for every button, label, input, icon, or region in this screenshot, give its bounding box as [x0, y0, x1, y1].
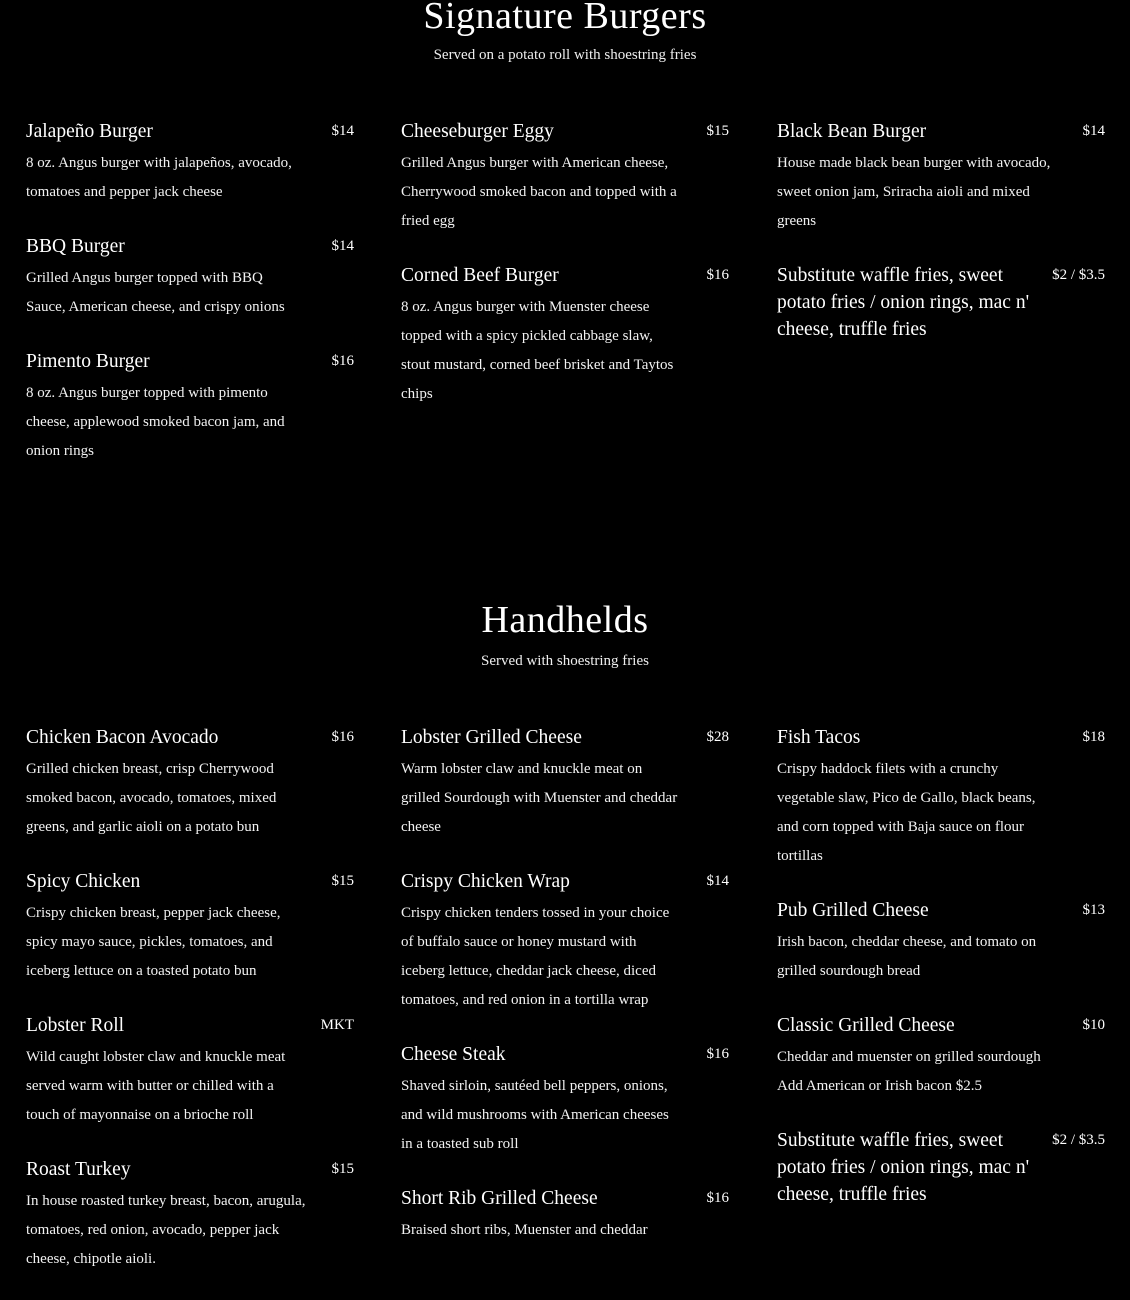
menu-item [26, 118, 354, 207]
menu-item [26, 348, 354, 466]
item-name: Classic Grilled Cheese [777, 1015, 955, 1036]
menu-column-3 [777, 724, 1105, 1234]
item-name: Black Bean Burger [777, 121, 927, 142]
item-addon: Add American or Irish bacon $2.5 [777, 1078, 982, 1094]
item-name: Jalapeño Burger [26, 121, 153, 142]
item-description: Irish bacon, cheddar cheese, and tomato on grilled sourdough bread [777, 934, 1037, 979]
menu-column-2 [401, 118, 729, 435]
item-description: Braised short ribs, Muenster and cheddar [401, 1222, 648, 1238]
item-name: Pimento Burger [26, 351, 150, 372]
item-price: $16 [706, 267, 729, 283]
item-name: Chicken Bacon Avocado [26, 727, 219, 748]
item-price: $2 / $3.5 [1052, 267, 1105, 283]
item-price: $14 [331, 238, 354, 254]
section-title: Handhelds [481, 599, 649, 641]
item-name: Lobster Grilled Cheese [401, 727, 582, 748]
menu-column-1 [26, 724, 354, 1300]
menu-column-2 [401, 724, 729, 1271]
menu-item [26, 724, 354, 842]
item-description: Grilled Angus burger topped with BBQ Sauce, American cheese, and crispy onions [26, 270, 285, 315]
item-name: Short Rib Grilled Cheese [401, 1188, 598, 1209]
menu-item [26, 233, 354, 322]
substitution-note [777, 1127, 1105, 1208]
item-description: Wild caught lobster claw and knuckle meat served warm with butter or chilled with a touch of mayonnaise on a brioche roll [26, 1049, 286, 1123]
substitution-note [777, 262, 1105, 343]
menu-item [401, 1041, 729, 1159]
menu-item [26, 1156, 354, 1274]
item-price: $15 [331, 873, 354, 889]
item-description: Crispy haddock filets with a crunchy vegetable slaw, Pico de Gallo, black beans, and corn topped with Baja sauce on flour tortillas [777, 761, 1036, 864]
item-name: BBQ Burger [26, 236, 125, 257]
item-price: $16 [706, 1046, 729, 1062]
item-price: $14 [1082, 123, 1105, 139]
menu-item [26, 1012, 354, 1130]
item-name: Pub Grilled Cheese [777, 900, 929, 921]
menu-item [26, 868, 354, 986]
menu-item [401, 262, 729, 409]
menu-item [401, 118, 729, 236]
item-price: $10 [1082, 1017, 1105, 1033]
item-description: 8 oz. Angus burger with jalapeños, avocado, tomatoes and pepper jack cheese [26, 155, 292, 200]
item-name: Crispy Chicken Wrap [401, 871, 570, 892]
item-description: Grilled chicken breast, crisp Cherrywood smoked bacon, avocado, tomatoes, mixed greens, and garlic aioli on a potato bun [26, 761, 277, 835]
item-price: $14 [331, 123, 354, 139]
item-description: Shaved sirloin, sautéed bell peppers, onions, and wild mushrooms with American cheeses in a toasted sub roll [401, 1078, 669, 1152]
menu-column-3 [777, 118, 1105, 369]
menu-item [777, 118, 1105, 236]
item-price: $16 [331, 353, 354, 369]
item-name: Roast Turkey [26, 1159, 131, 1180]
item-price: $16 [706, 1190, 729, 1206]
section-title: Signature Burgers [423, 0, 707, 37]
item-description: House made black bean burger with avocado, sweet onion jam, Sriracha aioli and mixed greens [777, 155, 1051, 229]
menu-item [401, 724, 729, 842]
item-price: $18 [1082, 729, 1105, 745]
item-name: Corned Beef Burger [401, 265, 559, 286]
section-subtitle: Served on a potato roll with shoestring fries [433, 47, 697, 63]
menu-item [401, 1185, 729, 1245]
item-name: Substitute waffle fries, sweet potato fries / onion rings, mac n' cheese, truffle fries [777, 1130, 1030, 1205]
item-name: Substitute waffle fries, sweet potato fries / onion rings, mac n' cheese, truffle fries [777, 265, 1030, 340]
item-name: Fish Tacos [777, 727, 861, 748]
menu-item [401, 868, 729, 1015]
item-name: Spicy Chicken [26, 871, 141, 892]
item-price: $14 [706, 873, 729, 889]
item-description: 8 oz. Angus burger with Muenster cheese topped with a spicy pickled cabbage slaw, stout mustard, corned beef brisket and Taytos chips [401, 299, 674, 402]
item-description: Grilled Angus burger with American cheese, Cherrywood smoked bacon and topped with a fried egg [401, 155, 677, 229]
item-name: Cheeseburger Eggy [401, 121, 554, 142]
item-description: Warm lobster claw and knuckle meat on grilled Sourdough with Muenster and cheddar cheese [401, 761, 678, 835]
item-description: Cheddar and muenster on grilled sourdough [777, 1049, 1041, 1065]
item-price: MKT [320, 1017, 354, 1033]
item-price: $16 [331, 729, 354, 745]
item-price: $13 [1082, 902, 1105, 918]
handhelds-section [0, 598, 1130, 1289]
item-name: Cheese Steak [401, 1044, 506, 1065]
item-description: Crispy chicken breast, pepper jack cheese, spicy mayo sauce, pickles, tomatoes, and iceberg lettuce on a toasted potato bun [26, 905, 281, 979]
menu-item [777, 724, 1105, 871]
item-description: Crispy chicken tenders tossed in your choice of buffalo sauce or honey mustard with iceberg lettuce, cheddar jack cheese, diced tomatoes, and red onion in a tortilla wrap [401, 905, 670, 1008]
item-name: Lobster Roll [26, 1015, 125, 1036]
item-price: $15 [331, 1161, 354, 1177]
section-subtitle: Served with shoestring fries [481, 653, 649, 669]
menu-item [777, 897, 1105, 986]
item-price: $28 [706, 729, 729, 745]
item-description: 8 oz. Angus burger topped with pimento cheese, applewood smoked bacon jam, and onion rings [26, 385, 285, 459]
item-description: In house roasted turkey breast, bacon, arugula, tomatoes, red onion, avocado, pepper jack cheese, chipotle aioli. [26, 1193, 306, 1267]
item-price: $15 [706, 123, 729, 139]
signature-burgers-section [0, 0, 1130, 540]
item-price: $2 / $3.5 [1052, 1132, 1105, 1148]
menu-item [777, 1012, 1105, 1101]
menu-column-1 [26, 118, 354, 492]
